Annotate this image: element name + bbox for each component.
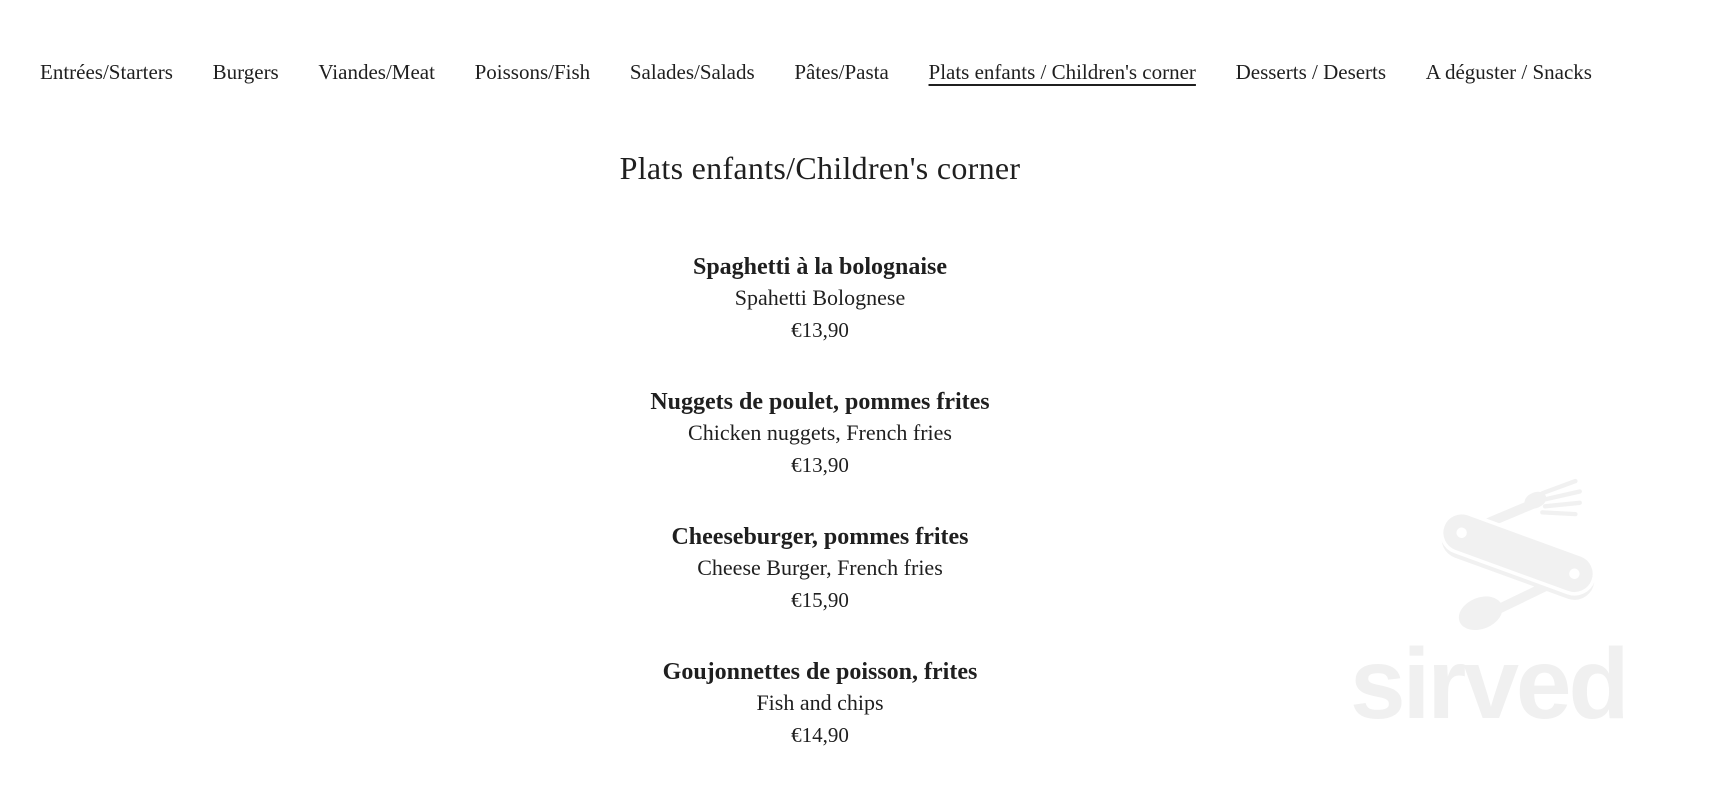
- menu-item-price: €14,90: [791, 723, 849, 747]
- menu-item-cheeseburger: [40, 522, 1600, 617]
- sirved-pocket-knife-cutlery-icon: [1418, 460, 1618, 643]
- menu-item-price: €13,90: [791, 318, 849, 342]
- menu-item-spaghetti-bolognaise: [40, 252, 1600, 347]
- menu-item-name: Spaghetti à la bolognaise: [692, 254, 948, 280]
- nav-item-entrees-starters[interactable]: Entrées/Starters: [40, 60, 173, 84]
- nav-item-plats-enfants-childrens-corner[interactable]: Plats enfants / Children's corner: [928, 60, 1196, 84]
- menu-item-nuggets-poulet: [40, 387, 1600, 482]
- nav-item-a-deguster-snacks[interactable]: A déguster / Snacks: [1425, 60, 1592, 84]
- menu-item-description: Spahetti Bolognese: [734, 285, 906, 310]
- nav-item-pates-pasta[interactable]: Pâtes/Pasta: [794, 60, 889, 84]
- menu-item-price: €13,90: [791, 453, 849, 477]
- nav-item-salades-salads[interactable]: Salades/Salads: [629, 60, 755, 84]
- menu-item-name: Cheeseburger, pommes frites: [671, 524, 969, 550]
- menu-item-name: Nuggets de poulet, pommes frites: [650, 389, 990, 415]
- nav-item-desserts[interactable]: Desserts / Deserts: [1235, 60, 1387, 84]
- nav-item-poissons-fish[interactable]: Poissons/Fish: [474, 60, 591, 84]
- menu-item-description: Fish and chips: [756, 690, 884, 715]
- menu-item-price: €15,90: [791, 588, 849, 612]
- section-title: Plats enfants/Children's corner: [619, 150, 1021, 186]
- menu-item-description: Cheese Burger, French fries: [697, 555, 943, 580]
- menu-category-nav: [40, 52, 1592, 92]
- nav-item-viandes-meat[interactable]: Viandes/Meat: [318, 60, 435, 84]
- nav-item-burgers[interactable]: Burgers: [212, 60, 279, 84]
- menu-item-description: Chicken nuggets, French fries: [688, 420, 952, 445]
- menu-item-name: Goujonnettes de poisson, frites: [662, 659, 978, 685]
- sirved-watermark-text: sirved: [1350, 628, 1627, 740]
